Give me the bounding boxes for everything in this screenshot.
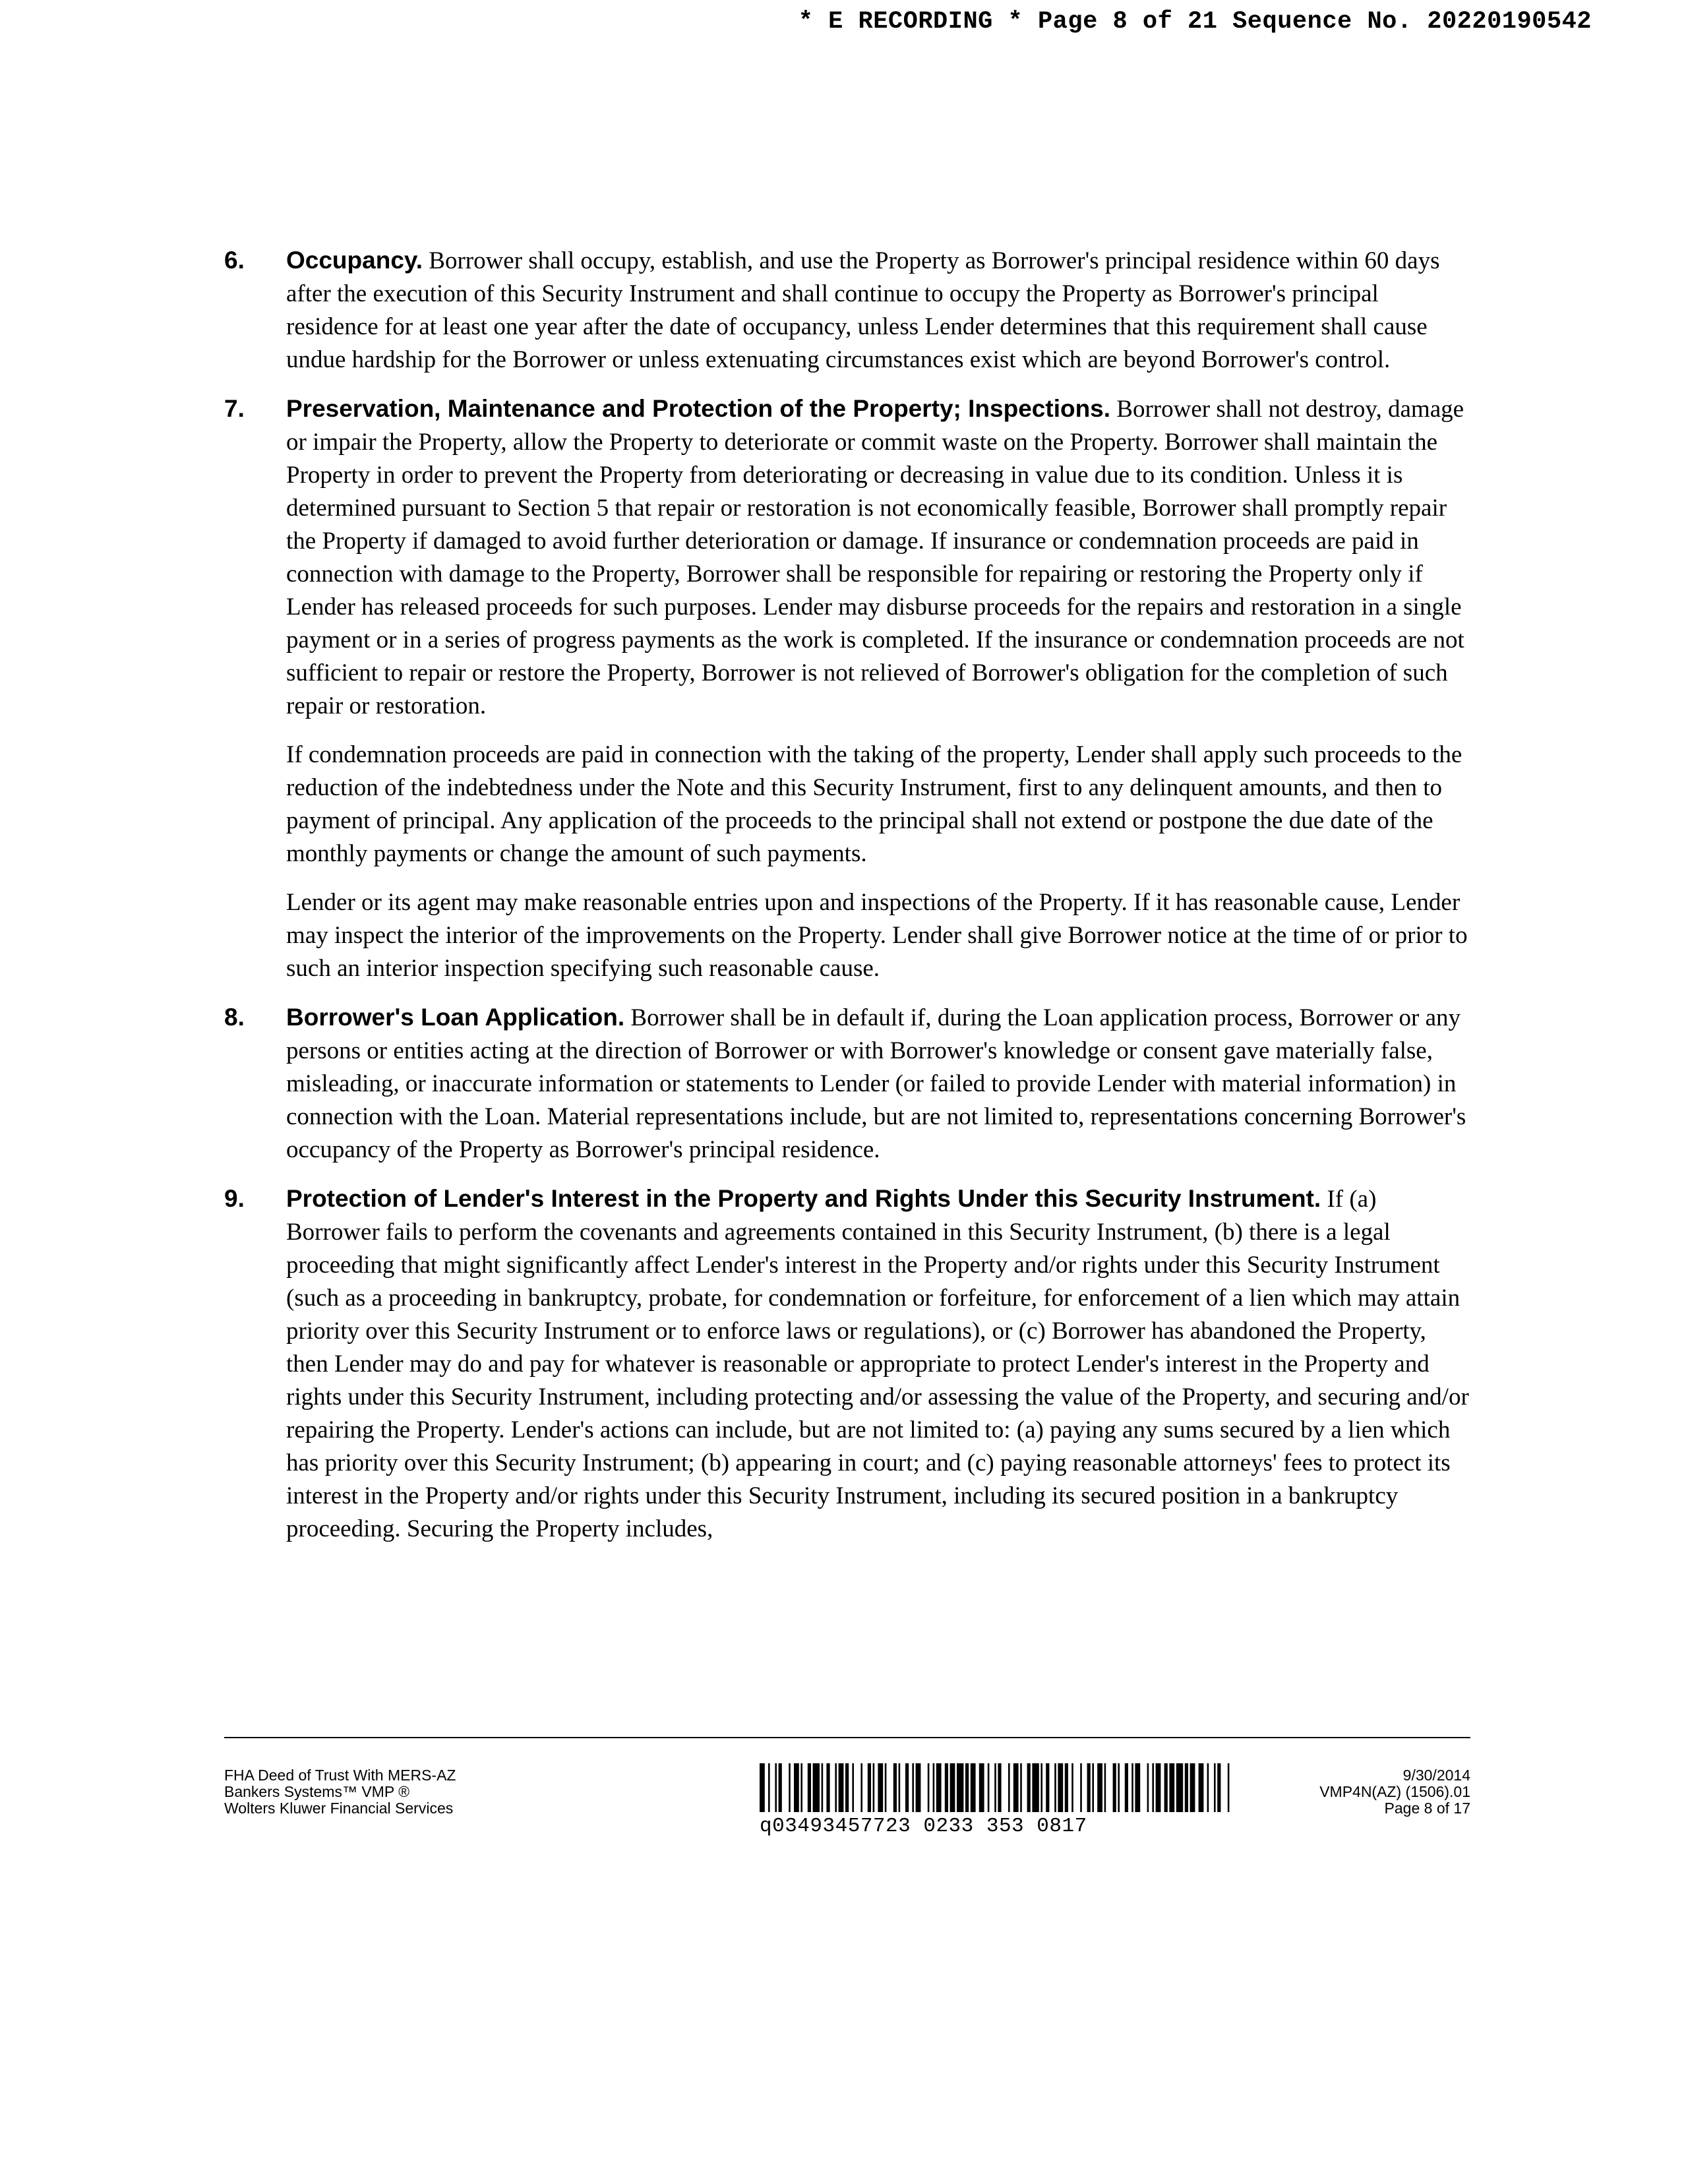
section-paragraph: Lender or its agent may make reasonable entries upon and inspections of the Property. If it has reasonable cause, Lender may inspect the interior of the improvements on the Property. Lender shall give Borrower notice at the time of or prior to such an interior inspection specifying such reasonable cause. bbox=[286, 889, 1468, 982]
section-number: 7. bbox=[224, 395, 245, 422]
footer-divider bbox=[224, 1737, 1470, 1738]
section-8 bbox=[224, 1001, 1470, 1167]
section-number: 9. bbox=[224, 1185, 245, 1212]
section-7 bbox=[224, 392, 1470, 985]
section-heading: Borrower's Loan Application. bbox=[286, 1004, 625, 1031]
section-heading: Occupancy. bbox=[286, 247, 423, 274]
section-paragraph bbox=[286, 244, 1470, 377]
form-title: FHA Deed of Trust With MERS-AZ bbox=[224, 1767, 456, 1784]
form-code: VMP4N(AZ) (1506).01 bbox=[1319, 1783, 1470, 1800]
section-paragraph bbox=[286, 1182, 1470, 1546]
section-text: Borrower shall occupy, establish, and use the Property as Borrower's principal residence within 60 days after the execution of this Security Instrument and shall continue to occupy the Property as Borrower's principal residence for at least one year after the date of occupancy, unless Lender determines that this requirement shall cause undue hardship for the Borrower or unless extenuating circumstances exist which are beyond Borrower's control. bbox=[286, 247, 1440, 373]
footer-page-info bbox=[1319, 1767, 1470, 1817]
barcode-number: q03493457723 0233 353 0817 bbox=[760, 1815, 1087, 1838]
barcode-icon bbox=[760, 1763, 1232, 1812]
company-name: Wolters Kluwer Financial Services bbox=[224, 1800, 454, 1817]
section-number: 8. bbox=[224, 1004, 245, 1031]
section-heading: Protection of Lender's Interest in the Property and Rights Under this Security Instrument. bbox=[286, 1185, 1321, 1212]
section-paragraph bbox=[286, 392, 1470, 723]
section-text: If (a) Borrower fails to perform the covenants and agreements contained in this Security Instrument, (b) there is a legal proceeding that might significantly affect Lender's interest in the Property and/or rights under this Security Instrument (such as a proceeding in bankruptcy, probate, for condemnation or forfeiture, for enforcement of a lien which may attain priority over this Security Instrument or to enforce laws or regulations), or (c) Borrower has abandoned the Property, then Lender may do and pay for whatever is reasonable or appropriate to protect Lender's interest in the Property and rights under this Security Instrument, including protecting and/or assessing the value of the Property, and securing and/or repairing the Property. Lender's actions can include, but are not limited to: (a) paying any sums secured by a lien which has priority over this Security Instrument; (b) appearing in court; and (c) paying reasonable attorneys' fees to protect its interest in the Property and/or rights under this Security Instrument, including its secured position in a bankruptcy proceeding. Securing the Property includes, bbox=[286, 1186, 1469, 1542]
section-heading: Preservation, Maintenance and Protection of the Property; Inspections. bbox=[286, 395, 1111, 422]
footer-form-info bbox=[224, 1767, 456, 1817]
document-body bbox=[224, 244, 1470, 1562]
section-9 bbox=[224, 1182, 1470, 1546]
section-6 bbox=[224, 244, 1470, 377]
form-date: 9/30/2014 bbox=[1402, 1767, 1470, 1784]
section-paragraph: If condemnation proceeds are paid in connection with the taking of the property, Lender shall apply such proceeds to the reduction of the indebtedness under the Note and this Security Instrument, first to any delinquent amounts, and then to payment of principal. Any application of the proceeds to the principal shall not extend or postpone the due date of the monthly payments or change the amount of such payments. bbox=[286, 741, 1462, 867]
barcode-block bbox=[760, 1763, 1232, 1838]
section-text: Borrower shall not destroy, damage or impair the Property, allow the Property to deteriorate or commit waste on the Property. Borrower shall maintain the Property in order to prevent the Property from deteriorating or decreasing in value due to its condition. Unless it is determined pursuant to Section 5 that repair or restoration is not economically feasible, Borrower shall promptly repair the Property if damaged to avoid further deterioration or damage. If insurance or condemnation proceeds are paid in connection with damage to the Property, Borrower shall be responsible for repairing or restoring the Property only if Lender has released proceeds for such purposes. Lender may disburse proceeds for the repairs and restoration in a single payment or in a series of progress payments as the work is completed. If the insurance or condemnation proceeds are not sufficient to repair or restore the Property, Borrower is not relieved of Borrower's obligation for the completion of such repair or restoration. bbox=[286, 396, 1464, 719]
section-paragraph bbox=[286, 1001, 1470, 1167]
page-number: Page 8 of 17 bbox=[1384, 1800, 1470, 1817]
section-text: Borrower shall be in default if, during the Loan application process, Borrower or any persons or entities acting at the direction of Borrower or with Borrower's knowledge or consent gave materially false, misleading, or inaccurate information or statements to Lender (or failed to provide Lender with material information) in connection with the Loan. Material representations include, but are not limited to, representations concerning Borrower's occupancy of the Property as Borrower's principal residence. bbox=[286, 1004, 1466, 1163]
section-number: 6. bbox=[224, 247, 245, 274]
publisher-line: Bankers Systems™ VMP ® bbox=[224, 1783, 410, 1800]
recording-header: * E RECORDING * Page 8 of 21 Sequence No. 20220190542 bbox=[798, 8, 1592, 36]
